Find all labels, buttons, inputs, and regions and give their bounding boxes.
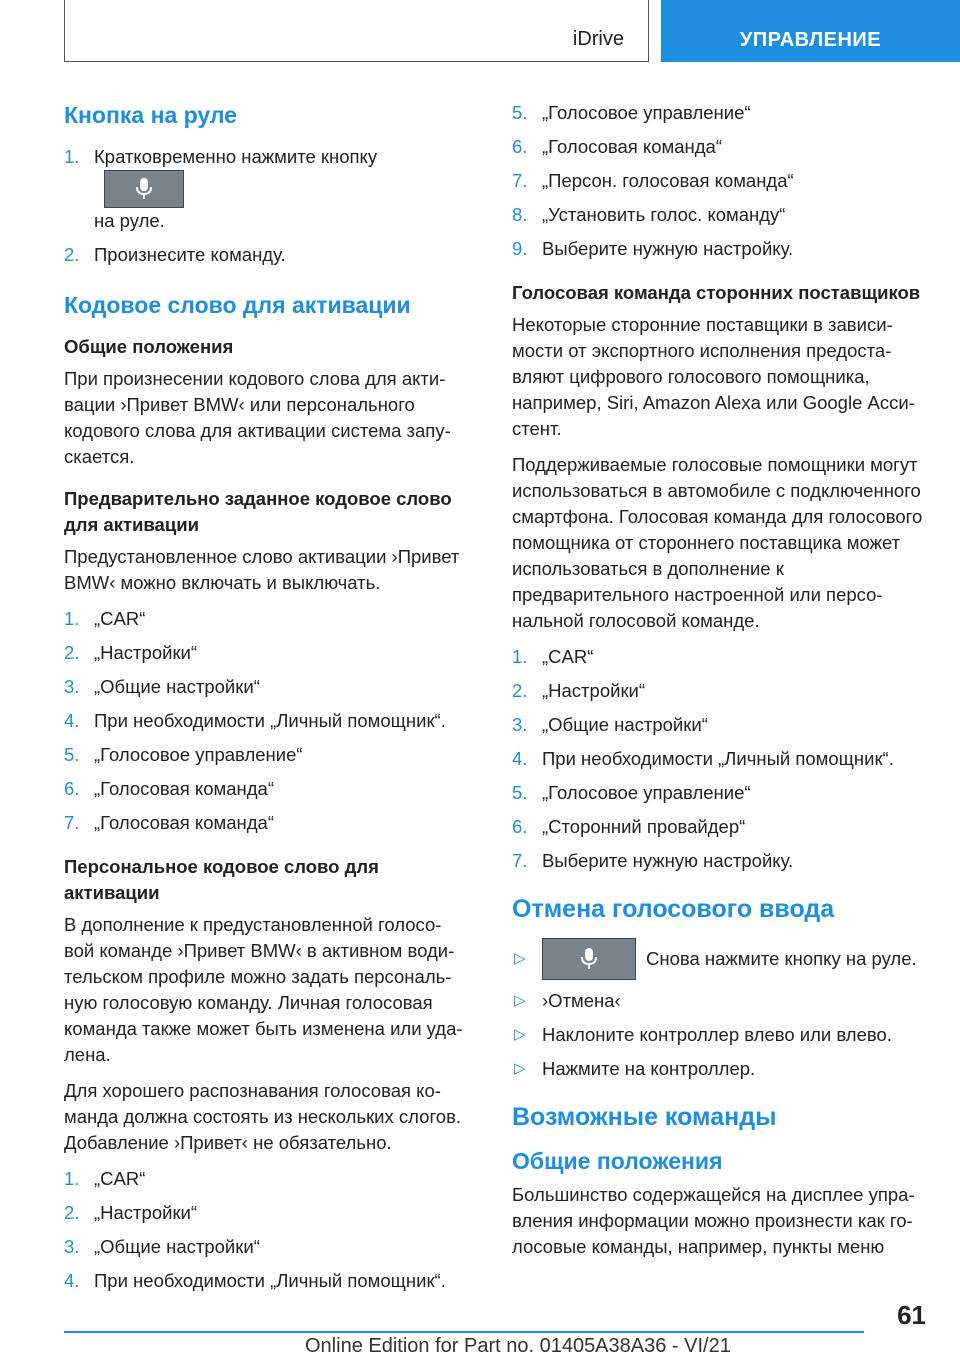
list-item xyxy=(64,1234,464,1260)
item-number: 2. xyxy=(512,680,528,701)
item-number: 6. xyxy=(512,136,528,157)
header-box xyxy=(64,0,649,62)
item-text: Произнесите команду. xyxy=(94,244,286,265)
paragraph: Предустановленное слово активации ›Привет BMW‹ можно включать и выключать. xyxy=(64,546,460,593)
list-item xyxy=(512,988,927,1014)
list-item xyxy=(64,1268,464,1294)
footer-divider xyxy=(64,1331,864,1333)
item-number: 9. xyxy=(512,238,528,259)
item-number: 2. xyxy=(64,1202,80,1223)
triangle-bullet-icon: ▷ xyxy=(514,992,526,1009)
item-text: „Голосовая команда“ xyxy=(94,778,274,799)
item-text: „Голосовое управление“ xyxy=(542,102,751,123)
section-title: Отмена голосового ввода xyxy=(512,895,835,923)
triangle-bullet-icon: ▷ xyxy=(514,1060,526,1077)
item-text: „Настройки“ xyxy=(94,642,198,663)
paragraph: Поддерживаемые голосовые помощники могут использоваться в автомобиле с подключенного смартфона. Голосовая команда для голосового помощника от стороннего поставщика может использоваться в дополнение к предварительного настроенной или персональной голосовой команде. xyxy=(512,454,923,631)
list-item xyxy=(64,640,464,666)
list-item xyxy=(512,1022,927,1048)
steps-list xyxy=(64,1166,464,1294)
item-text: „Персон. голосовая команда“ xyxy=(542,170,794,191)
subsection-title: Общие положения xyxy=(64,336,234,357)
list-item xyxy=(64,144,464,234)
item-number: 5. xyxy=(64,744,80,765)
header-section: iDrive xyxy=(572,28,624,50)
item-number: 7. xyxy=(64,812,80,833)
item-number: 6. xyxy=(64,778,80,799)
item-text: „CAR“ xyxy=(542,646,594,667)
steps-list xyxy=(64,606,464,836)
list-item xyxy=(512,678,927,704)
header-chapter: УПРАВЛЕНИЕ xyxy=(661,0,960,62)
microphone-icon xyxy=(134,178,154,200)
list-item xyxy=(64,606,464,632)
item-number: 4. xyxy=(64,710,80,731)
subsection-title: Предварительно заданное кодовое слово для активации xyxy=(64,488,452,535)
list-item xyxy=(512,712,927,738)
item-number: 4. xyxy=(512,748,528,769)
footer-edition: Online Edition for Part no. 01405A38A36 - VI/21 xyxy=(305,1335,731,1357)
item-number: 5. xyxy=(512,102,528,123)
item-number: 5. xyxy=(512,782,528,803)
item-number: 8. xyxy=(512,204,528,225)
item-text: „Голосовое управление“ xyxy=(542,782,751,803)
steps-list xyxy=(64,144,464,268)
list-item xyxy=(512,938,927,980)
item-number: 2. xyxy=(64,642,80,663)
paragraph: Большинство содержащейся на дисплее управления информации можно произнести как голосовые команды, например, пункты меню xyxy=(512,1184,915,1257)
left-column xyxy=(64,100,464,1308)
item-text: Нажмите на контроллер. xyxy=(542,1058,756,1079)
item-text: „Голосовая команда“ xyxy=(94,812,274,833)
item-text: Кратковременно нажмите кнопку xyxy=(94,146,378,167)
list-item xyxy=(512,780,927,806)
steering-voice-button xyxy=(542,938,636,980)
item-text: на руле. xyxy=(94,210,165,231)
right-column xyxy=(512,100,927,1270)
item-number: 7. xyxy=(512,170,528,191)
list-item xyxy=(512,100,927,126)
triangle-bullet-icon: ▷ xyxy=(514,950,526,967)
paragraph: Для хорошего распознавания голосовая команда должна состоять из нескольких слогов. Добавление ›Привет‹ не обязательно. xyxy=(64,1080,462,1153)
item-number: 1. xyxy=(64,146,80,167)
steps-list xyxy=(512,644,927,874)
list-item xyxy=(64,1166,464,1192)
list-item xyxy=(512,236,927,262)
item-number: 1. xyxy=(64,608,80,629)
list-item xyxy=(512,168,927,194)
item-text: Выберите нужную настройку. xyxy=(542,238,794,259)
item-number: 7. xyxy=(512,850,528,871)
list-item xyxy=(512,814,927,840)
item-number: 4. xyxy=(64,1270,80,1291)
item-number: 6. xyxy=(512,816,528,837)
item-number: 2. xyxy=(64,244,80,265)
item-number: 3. xyxy=(64,676,80,697)
item-text: При необходимости „Личный помощник“. xyxy=(94,710,446,731)
subsection-title: Голосовая команда сторонних поставщиков xyxy=(512,282,921,303)
item-number: 1. xyxy=(64,1168,80,1189)
list-item xyxy=(512,848,927,874)
list-item xyxy=(512,1056,927,1082)
subsection-title: Персональное кодовое слово для активации xyxy=(64,856,379,903)
item-text: „Установить голос. команду“ xyxy=(542,204,786,225)
item-text: Наклоните контроллер влево или влево. xyxy=(542,1024,892,1045)
list-item xyxy=(64,674,464,700)
bullet-list xyxy=(512,938,927,1082)
item-text: „Общие настройки“ xyxy=(542,714,708,735)
item-number: 3. xyxy=(512,714,528,735)
item-text: Выберите нужную настройку. xyxy=(542,850,794,871)
list-item xyxy=(64,1200,464,1226)
list-item xyxy=(64,708,464,734)
item-text: ›Отмена‹ xyxy=(542,990,621,1011)
item-number: 1. xyxy=(512,646,528,667)
list-item xyxy=(64,742,464,768)
list-item xyxy=(512,134,927,160)
item-text: При необходимости „Личный помощник“. xyxy=(542,748,894,769)
section-title: Кодовое слово для активации xyxy=(64,292,411,318)
item-number: 3. xyxy=(64,1236,80,1257)
item-text: „Сторонний провайдер“ xyxy=(542,816,746,837)
list-item xyxy=(512,202,927,228)
page-number: 61 xyxy=(897,1300,926,1330)
list-item xyxy=(64,810,464,836)
steering-voice-button xyxy=(104,170,184,208)
paragraph: При произнесении кодового слова для активации ›Привет BMW‹ или персонального кодового слова для активации система запускается. xyxy=(64,368,451,467)
item-text: „Голосовое управление“ xyxy=(94,744,303,765)
list-item xyxy=(512,644,927,670)
item-text: „CAR“ xyxy=(94,1168,146,1189)
subsection-title: Общие положения xyxy=(512,1148,723,1174)
paragraph: В дополнение к предустановленной голосовой команде ›Привет BMW‹ в активном водительском профиле можно задать персональную голосовую команду. Личная голосовая команда также может быть изменена или удалена. xyxy=(64,914,463,1065)
item-text: „Общие настройки“ xyxy=(94,1236,260,1257)
section-title: Кнопка на руле xyxy=(64,102,237,128)
item-text: „CAR“ xyxy=(94,608,146,629)
paragraph: Некоторые сторонние поставщики в зависимости от экспортного исполнения предоставляют цифрового голосового помощника, например, Siri, Amazon Alexa или Google Ассистент. xyxy=(512,314,915,439)
list-item xyxy=(512,746,927,772)
section-title: Возможные команды xyxy=(512,1103,777,1131)
item-text: „Настройки“ xyxy=(542,680,646,701)
steps-list xyxy=(512,100,927,262)
list-item xyxy=(64,242,464,268)
microphone-icon xyxy=(579,948,599,970)
item-text: „Голосовая команда“ xyxy=(542,136,722,157)
item-text: „Общие настройки“ xyxy=(94,676,260,697)
item-text: Снова нажмите кнопку на руле. xyxy=(646,948,917,969)
item-text: „Настройки“ xyxy=(94,1202,198,1223)
item-text: При необходимости „Личный помощник“. xyxy=(94,1270,446,1291)
triangle-bullet-icon: ▷ xyxy=(514,1026,526,1043)
list-item xyxy=(64,776,464,802)
